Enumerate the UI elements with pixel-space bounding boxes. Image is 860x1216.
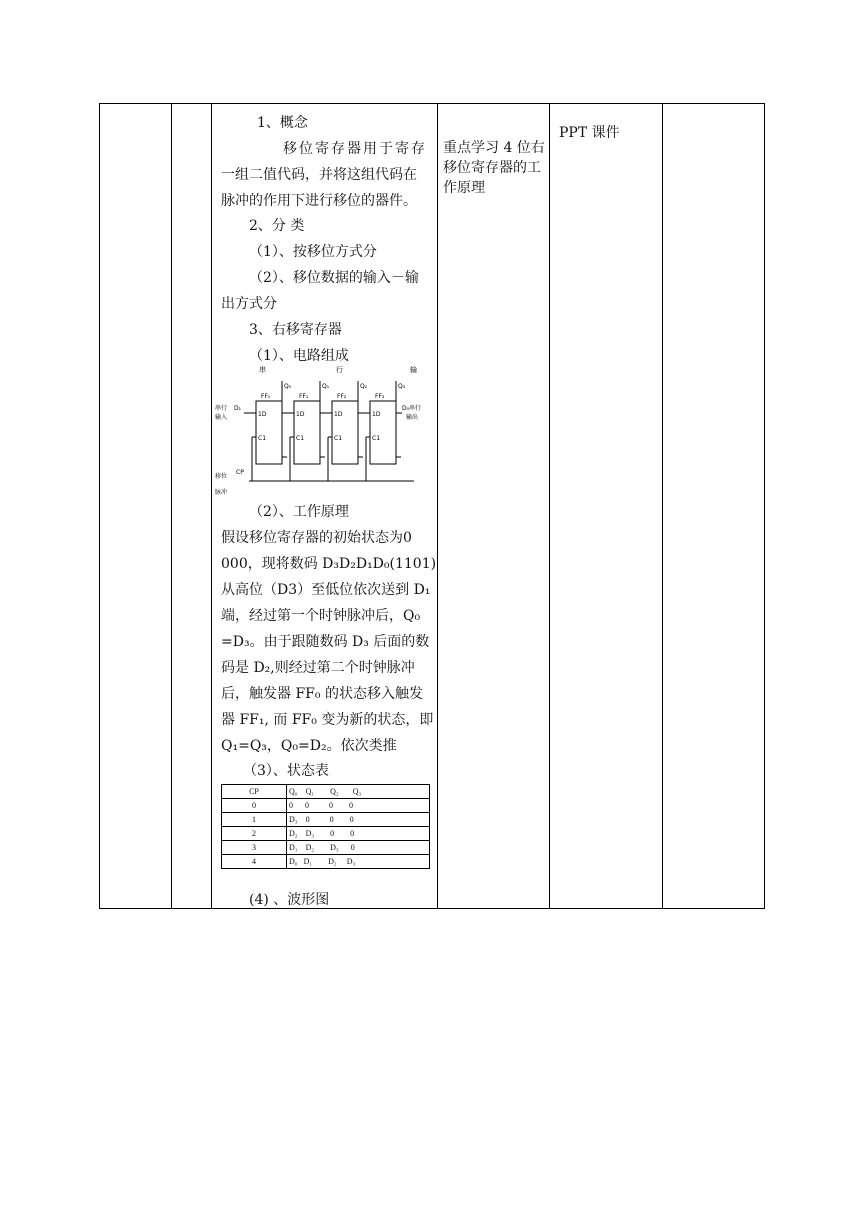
table-row <box>222 813 430 827</box>
principle-text: 000，现将数码 D₃D₂D₁D₀(1101) <box>221 556 437 572</box>
clock-input-label: C1 <box>296 435 305 442</box>
cp-label: CP <box>236 469 244 476</box>
heading-concept: 1、概念 <box>257 115 308 131</box>
lesson-table <box>99 103 765 909</box>
column-divider <box>171 104 172 908</box>
table-cell: 1 <box>222 813 287 827</box>
table-cell: D₂ D₃ 0 0 <box>287 827 430 841</box>
serial-output-label: 输出 <box>406 414 419 421</box>
d-input-label: 1D <box>296 411 305 418</box>
state-table <box>221 784 430 869</box>
q-output-label: Q₁ <box>322 383 330 390</box>
principle-text: 假设移位寄存器的初始状态为0 <box>221 530 412 546</box>
concept-text: 移位寄存器用于寄存 <box>283 141 427 157</box>
d-input-label: 1D <box>372 411 381 418</box>
resource-cell: PPT 课件 <box>559 125 620 141</box>
classification-item: 出方式分 <box>221 296 277 312</box>
flip-flop-label: FF₀ <box>261 393 271 400</box>
principle-text: 端，经过第一个时钟脉冲后，Q₀ <box>221 608 421 624</box>
subheading-state-table: （3）、状态表 <box>243 763 329 779</box>
shift-clock-label: 脉冲 <box>215 489 228 496</box>
table-cell: 3 <box>222 841 287 855</box>
principle-text: Q₁=Q₃，Q₀=D₂。依次类推 <box>221 738 397 754</box>
principle-text: 码是 D₂,则经过第二个时钟脉冲 <box>221 660 415 676</box>
table-header-row <box>222 785 430 799</box>
table-cell: 4 <box>222 855 287 869</box>
serial-output-label: D₀串行 <box>402 405 422 412</box>
flip-flop-label: FF₃ <box>375 393 385 400</box>
subheading-waveform: (4) 、波形图 <box>249 892 330 908</box>
serial-input-label: 串行 <box>215 405 228 412</box>
principle-text: 器 FF₁, 而 FF₀ 变为新的状态，即 <box>221 712 434 728</box>
clock-input-label: C1 <box>372 435 381 442</box>
column-divider <box>549 104 550 908</box>
clock-input-label: C1 <box>334 435 343 442</box>
column-divider <box>437 104 438 908</box>
table-header-cell: CP <box>222 785 287 799</box>
clock-input-label: C1 <box>258 435 267 442</box>
serial-input-label: 输入 <box>215 414 228 421</box>
d-input-label: 1D <box>258 411 267 418</box>
d-input-label: 1D <box>334 411 343 418</box>
column-divider <box>211 104 212 908</box>
circuit-top-label: 输 <box>410 366 417 374</box>
heading-classification: 2、分 类 <box>249 218 305 234</box>
subheading-circuit: （1）、电路组成 <box>249 348 349 364</box>
column-divider <box>662 104 663 908</box>
key-point-cell: 重点学习 4 位右移位寄存器的工作原理 <box>443 140 545 196</box>
data-input-label: D₁ <box>234 405 242 412</box>
table-cell: 0 <box>222 799 287 813</box>
flip-flop-label: FF₁ <box>299 393 309 400</box>
table-header-cell: Q₀ Q₁ Q₂ Q₃ <box>287 785 430 799</box>
concept-text: 一组二值代码，并将这组代码在 <box>221 167 417 183</box>
q-output-label: Q₀ <box>284 383 292 390</box>
q-output-label: Q₃ <box>398 383 406 390</box>
table-cell: 0 0 0 0 <box>287 799 430 813</box>
shift-register-circuit-diagram <box>214 366 424 501</box>
table-cell: 2 <box>222 827 287 841</box>
table-row <box>222 827 430 841</box>
shift-clock-label: 移位 <box>215 473 228 480</box>
table-cell: D₃ 0 0 0 <box>287 813 430 827</box>
concept-text: 脉冲的作用下进行移位的器件。 <box>221 193 417 209</box>
subheading-principle: （2）、工作原理 <box>249 504 349 520</box>
heading-right-shift-register: 3、右移寄存器 <box>249 322 342 338</box>
classification-item: （2）、移位数据的输入－输 <box>249 270 419 286</box>
principle-text: =D₃。由于跟随数码 D₃ 后面的数 <box>221 634 430 650</box>
q-output-label: Q₂ <box>360 383 368 390</box>
circuit-top-label: 串 <box>259 366 266 374</box>
principle-text: 从高位（D3）至低位依次送到 D₁ <box>221 582 431 598</box>
flip-flop-label: FF₂ <box>337 393 347 400</box>
circuit-top-label: 行 <box>336 366 343 374</box>
table-row <box>222 841 430 855</box>
table-row <box>222 855 430 869</box>
table-cell: D₁ D₂ D₃ 0 <box>287 841 430 855</box>
table-cell: D₀ D₁ D₂ D₃ <box>287 855 430 869</box>
classification-item: （1）、按移位方式分 <box>249 244 377 260</box>
table-row <box>222 799 430 813</box>
principle-text: 后，触发器 FF₀ 的状态移入触发 <box>221 686 423 702</box>
